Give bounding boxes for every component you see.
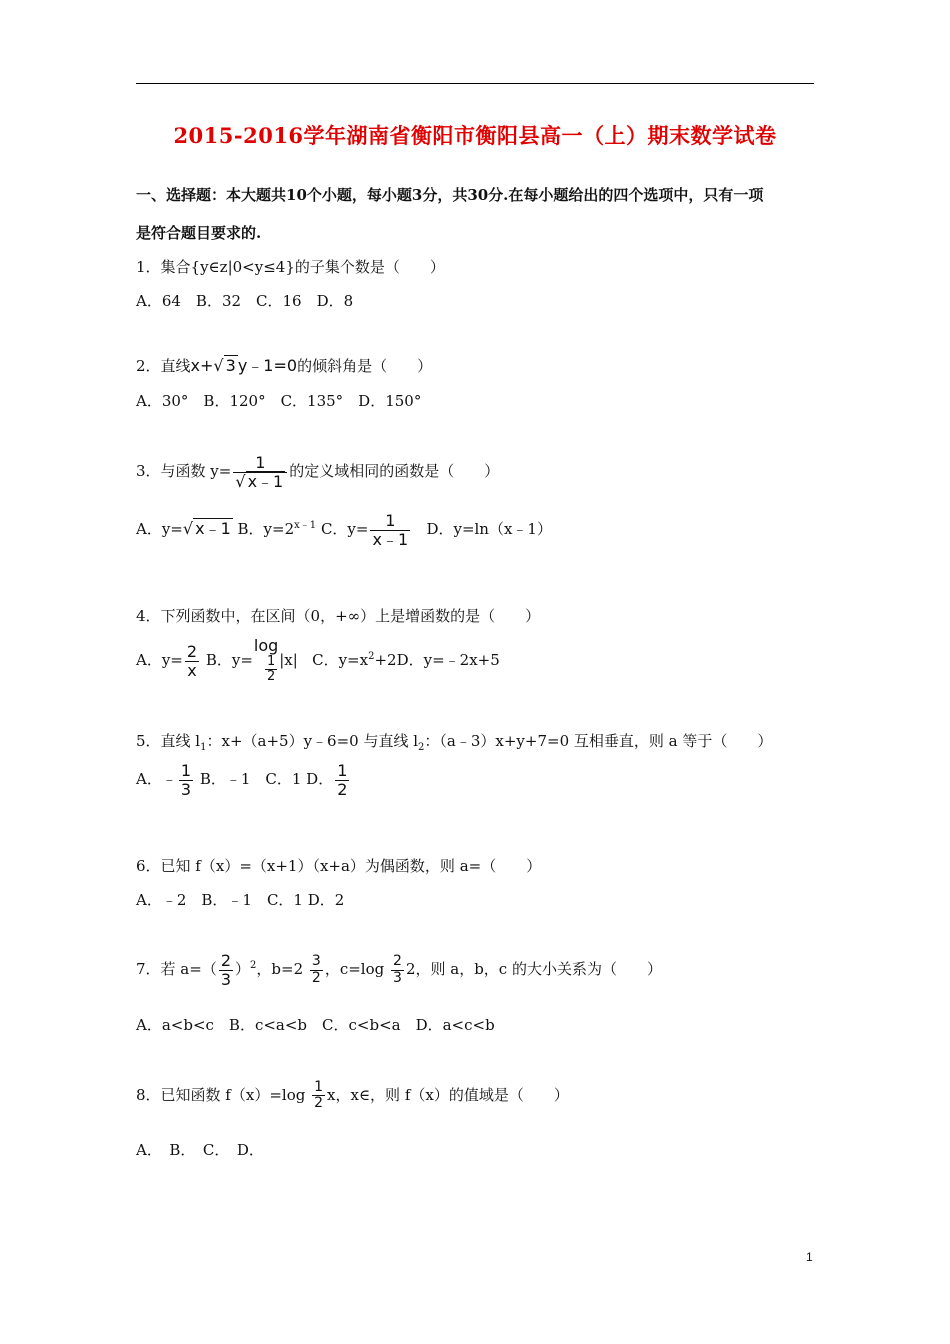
question-8-stem xyxy=(136,1080,569,1112)
question-4-options xyxy=(136,638,500,684)
q7-b-num: 3 xyxy=(311,953,321,970)
q3-option-a-radicand: x﹣1 xyxy=(195,519,231,539)
q7-c-prefix: ，c=log xyxy=(324,960,385,979)
q2-sqrt: √ 3 xyxy=(213,356,236,375)
q8-log-base xyxy=(312,1080,325,1112)
question-7-options: A．a<b<c B．c<a<b C．c<b<a D．a<c<b xyxy=(136,1016,495,1034)
q5-option-a-num: 1 xyxy=(180,761,192,780)
question-2-options: A．30° B．120° C．135° D．150° xyxy=(136,392,422,410)
q3-suffix: 的定义域相同的函数是（ ） xyxy=(289,462,500,481)
q7-c-den: 3 xyxy=(393,969,402,986)
q4-log-base-num: 1 xyxy=(266,653,276,669)
q7-c-fraction xyxy=(391,954,404,986)
q4-log-base-den: 2 xyxy=(266,669,276,685)
q4-option-a-num: 2 xyxy=(186,642,198,662)
header-rule xyxy=(136,83,814,84)
q7-prefix: 7．若 a=（ xyxy=(136,960,217,979)
q4-option-a-den: x xyxy=(187,660,197,680)
q8-suffix: x，x∈，则 f（x）的值域是（ ） xyxy=(327,1085,569,1104)
q2-math-2: y﹣1=0 xyxy=(237,356,298,375)
q5-option-d-fraction xyxy=(335,762,349,798)
q3-option-c-num: 1 xyxy=(370,512,410,531)
q3-option-c-den: x﹣1 xyxy=(372,529,409,549)
q7-suffix: 2，则 a，b，c 的大小关系为（ ） xyxy=(405,960,662,979)
question-1-stem: 1．集合{y∈z|0<y≤4}的子集个数是（ ） xyxy=(136,258,445,276)
q5-option-mid: B．﹣1 C．1 D． xyxy=(199,770,334,789)
section-heading-line2: 是符合题目要求的. xyxy=(136,224,262,242)
q4-option-c-exp: 2 xyxy=(368,651,375,663)
q3-sqrt-radicand: x﹣1 xyxy=(247,471,284,491)
question-6-options: A．﹣2 B．﹣1 C．1 D．2 xyxy=(136,891,345,909)
q3-frac-num: 1 xyxy=(233,454,287,473)
q3-option-c-fraction xyxy=(370,512,410,548)
q4-log-text: log xyxy=(253,636,279,655)
q7-b-den: 2 xyxy=(311,969,321,986)
q3-sqrt: √ x﹣1 xyxy=(235,471,284,491)
question-7-stem xyxy=(136,952,662,988)
q5-option-a-fraction xyxy=(179,762,193,798)
q4-log-base xyxy=(265,655,277,685)
q2-prefix: 2．直线 xyxy=(136,357,191,375)
q3-option-d: D．y=ln（x﹣1） xyxy=(426,520,552,539)
q7-a-post: ） xyxy=(235,960,251,979)
q8-log-base-den: 2 xyxy=(314,1095,324,1112)
question-3-options xyxy=(136,512,552,548)
question-8-options: A． B． C． D． xyxy=(136,1141,264,1159)
q4-option-b-prefix: B．y= xyxy=(205,651,253,670)
q4-option-a-fraction xyxy=(185,643,199,679)
q4-option-b-log xyxy=(253,638,279,684)
page-number: 1 xyxy=(806,1250,813,1264)
q4-option-b-post: |x| xyxy=(279,651,298,670)
q2-suffix: 的倾斜角是（ ） xyxy=(297,357,433,375)
q5-sub-2: 2 xyxy=(418,742,425,753)
q3-fraction xyxy=(233,454,287,490)
q3-option-a-sqrt: √ x﹣1 xyxy=(182,519,231,539)
q4-option-a-prefix: A．y= xyxy=(136,651,183,670)
q5-option-a-den: 3 xyxy=(180,779,192,799)
q8-prefix: 8．已知函数 f（x）=log xyxy=(136,1085,306,1104)
q7-b-fraction xyxy=(310,954,323,986)
q5-stem-b: ：x+（a+5）y﹣6=0 与直线 l xyxy=(206,732,419,750)
q7-b-prefix: ，b=2 xyxy=(256,960,304,979)
q5-stem-c: ：（a﹣3）x+y+7=0 互相垂直，则 a 等于（ ） xyxy=(424,732,773,750)
q2-sqrt-radicand: 3 xyxy=(225,356,236,375)
q2-math-1: x+ xyxy=(190,356,214,375)
section-heading-line1: 一、选择题：本大题共10个小题，每小题3分，共30分.在每小题给出的四个选项中，只有一项 xyxy=(136,186,764,204)
q7-a-num: 2 xyxy=(220,951,232,970)
question-3-stem xyxy=(136,454,499,490)
q8-log-base-num: 1 xyxy=(314,1079,324,1095)
q3-option-b-exp: x﹣1 xyxy=(294,520,317,532)
question-1-options: A．64 B．32 C．16 D．8 xyxy=(136,292,354,310)
q7-a-fraction xyxy=(219,952,233,988)
q3-option-a-prefix: A．y= xyxy=(136,520,183,539)
question-5-options xyxy=(136,762,351,798)
q5-option-a-prefix: A．﹣ xyxy=(136,770,177,789)
q7-a-den: 3 xyxy=(220,969,232,989)
question-2-stem xyxy=(136,353,432,376)
q7-a-exp: 2 xyxy=(250,960,257,972)
q4-option-c: C．y=x xyxy=(312,651,369,670)
question-6-stem: 6．已知 f（x）=（x+1）（x+a）为偶函数，则 a=（ ） xyxy=(136,857,542,875)
q4-option-c-post: +2D．y=﹣2x+5 xyxy=(374,651,500,670)
q3-option-c-prefix: C．y= xyxy=(320,520,369,539)
q7-c-num: 2 xyxy=(393,953,402,970)
q5-option-d-num: 1 xyxy=(337,761,348,780)
question-4-stem: 4．下列函数中，在区间（0，+∞）上是增函数的是（ ） xyxy=(136,607,541,625)
question-5-stem xyxy=(136,730,772,753)
q5-option-d-den: 2 xyxy=(337,779,348,799)
q5-stem-a: 5．直线 l xyxy=(136,732,201,750)
q3-prefix: 3．与函数 y= xyxy=(136,462,232,481)
q3-option-b: B．y=2 xyxy=(237,520,295,539)
q5-sub-1: 1 xyxy=(200,742,207,753)
page-title: 2015-2016学年湖南省衡阳市衡阳县高一（上）期末数学试卷 xyxy=(173,123,777,148)
